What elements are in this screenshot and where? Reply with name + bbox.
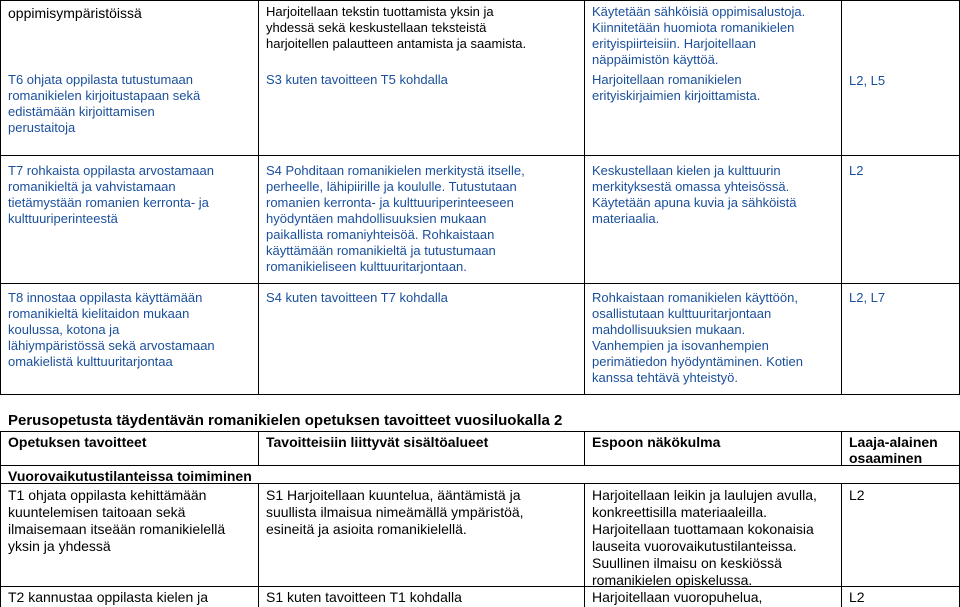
competence-cell [849,73,885,89]
header-content-areas: Tavoitteisiin liittyvät sisältöalueet [266,434,489,450]
table2-header-divider [0,465,960,466]
table1-col-divider [258,0,259,394]
competence-text: L2, L5 [849,73,886,88]
content-cell: Harjoitellaan tekstin tuottamista yksin ja yhdessä sekä keskustellaan teksteistä harjoitellen palautteen antamista ja saamista. [266,4,527,51]
header-competence: Laaja-alainen osaaminen [849,434,938,466]
content-cell: S4 kuten tavoitteen T7 kohdalla [266,290,448,305]
table2-col-divider [258,483,259,607]
subheading: Vuorovaikutustilanteissa toimiminen [8,468,252,484]
goal-cell-t7: T7 rohkaista oppilasta arvostamaan romanikieltä ja vahvistamaan tietämystään romanien kerronta- ja kulttuuriperinteestä [8,163,214,226]
espoo-cell: Keskustellaan kielen ja kulttuurin merkityksestä omassa yhteisössä. Käytetään apuna kuvia ja sähköistä materiaalia. [592,163,797,226]
table2-col-divider [841,431,842,465]
competence-cell: L2 [849,589,865,605]
header-goals: Opetuksen tavoitteet [8,434,147,450]
content-cell: S1 Harjoitellaan kuuntelua, ääntämistä ja suullista ilmaisua nimeämällä ympäristöä, esineitä ja asioita romanikielellä. [266,487,524,537]
competence-cell: L2, L7 [849,290,886,305]
content-cell: S3 kuten tavoitteen T5 kohdalla [266,72,448,87]
table2-top-border [0,431,960,432]
table1-col-divider [584,0,585,394]
espoo-cell: Harjoitellaan romanikielen erityiskirjaimien kirjoittamista. [592,72,761,103]
table2-col-divider [258,431,259,465]
table1-col-divider [841,0,842,394]
table1-bottom-border [0,394,960,395]
goal-cell-t6: T6 ohjata oppilasta tutustumaan romanikielen kirjoitustapaan sekä edistämään kirjoittamisen perustaitoja [8,72,201,135]
table2-col-divider [584,431,585,465]
section-title: Perusopetusta täydentävän romanikielen opetuksen tavoitteet vuosiluokalla 2 [8,412,563,429]
content-cell: S1 kuten tavoitteen T1 kohdalla [266,589,462,605]
goal-cell-t1: T1 ohjata oppilasta kehittämään kuuntelemisen taitoaan sekä ilmaisemaan itseään romanikielellä yksin ja yhdessä [8,487,226,554]
table1-row-divider [0,283,960,284]
espoo-cell: Harjoitellaan vuoropuhelua, [592,589,763,605]
header-espoo: Espoon näkökulma [592,434,721,450]
table2-col-divider [841,483,842,607]
table1-left-border [0,0,1,394]
competence-cell: L2 [849,487,865,503]
espoo-cell: Harjoitellaan leikin ja laulujen avulla, konkreettisilla materiaaleilla. Harjoitellaan tuottamaan kokonaisia lauseita vuorovaikutustilanteissa. Suullinen ilmaisu on keskiössä romanikielen opiskelussa. [592,487,817,588]
goal-cell-t8: T8 innostaa oppilasta käyttämään romanikieltä kielitaidon mukaan koulussa, kotona ja lähiympäristössä sekä arvostamaan omakielistä kulttuuritarjontaa [8,290,215,369]
competence-cell: L2 [849,163,864,178]
goal-cell-t2: T2 kannustaa oppilasta kielen ja [8,589,209,605]
content-cell: S4 Pohditaan romanikielen merkitystä itselle, perheelle, lähipiirille ja koululle. Tutustutaan romanien kerronta- ja kulttuuriperinteeseen hyödyntäen mahdollisuuksien mukaan paikallista romaniyhteisöä. Rohkaistaan käyttämään romanikieltä ja tutustumaan romanikieliseen kulttuuritarjontaan. [266,163,525,274]
goal-cell: oppimisympäristöissä [8,5,142,21]
espoo-cell: Rohkaistaan romanikielen käyttöön, osallistutaan kulttuuritarjontaan mahdollisuuksien mukaan. Vanhempien ja isovanhempien perimätiedon hyödyntäminen. Kotien kanssa tehtävä yhteistyö. [592,290,804,385]
table2-left-border [0,431,1,607]
table2-col-divider [584,483,585,607]
table1-row-divider [0,155,960,156]
table1-top-border [0,0,960,1]
espoo-cell: Käytetään sähköisiä oppimisalustoja. Kiinnitetään huomiota romanikielen erityispiirteisiin. Harjoitellaan näppäimistön käyttöä. [592,4,806,67]
